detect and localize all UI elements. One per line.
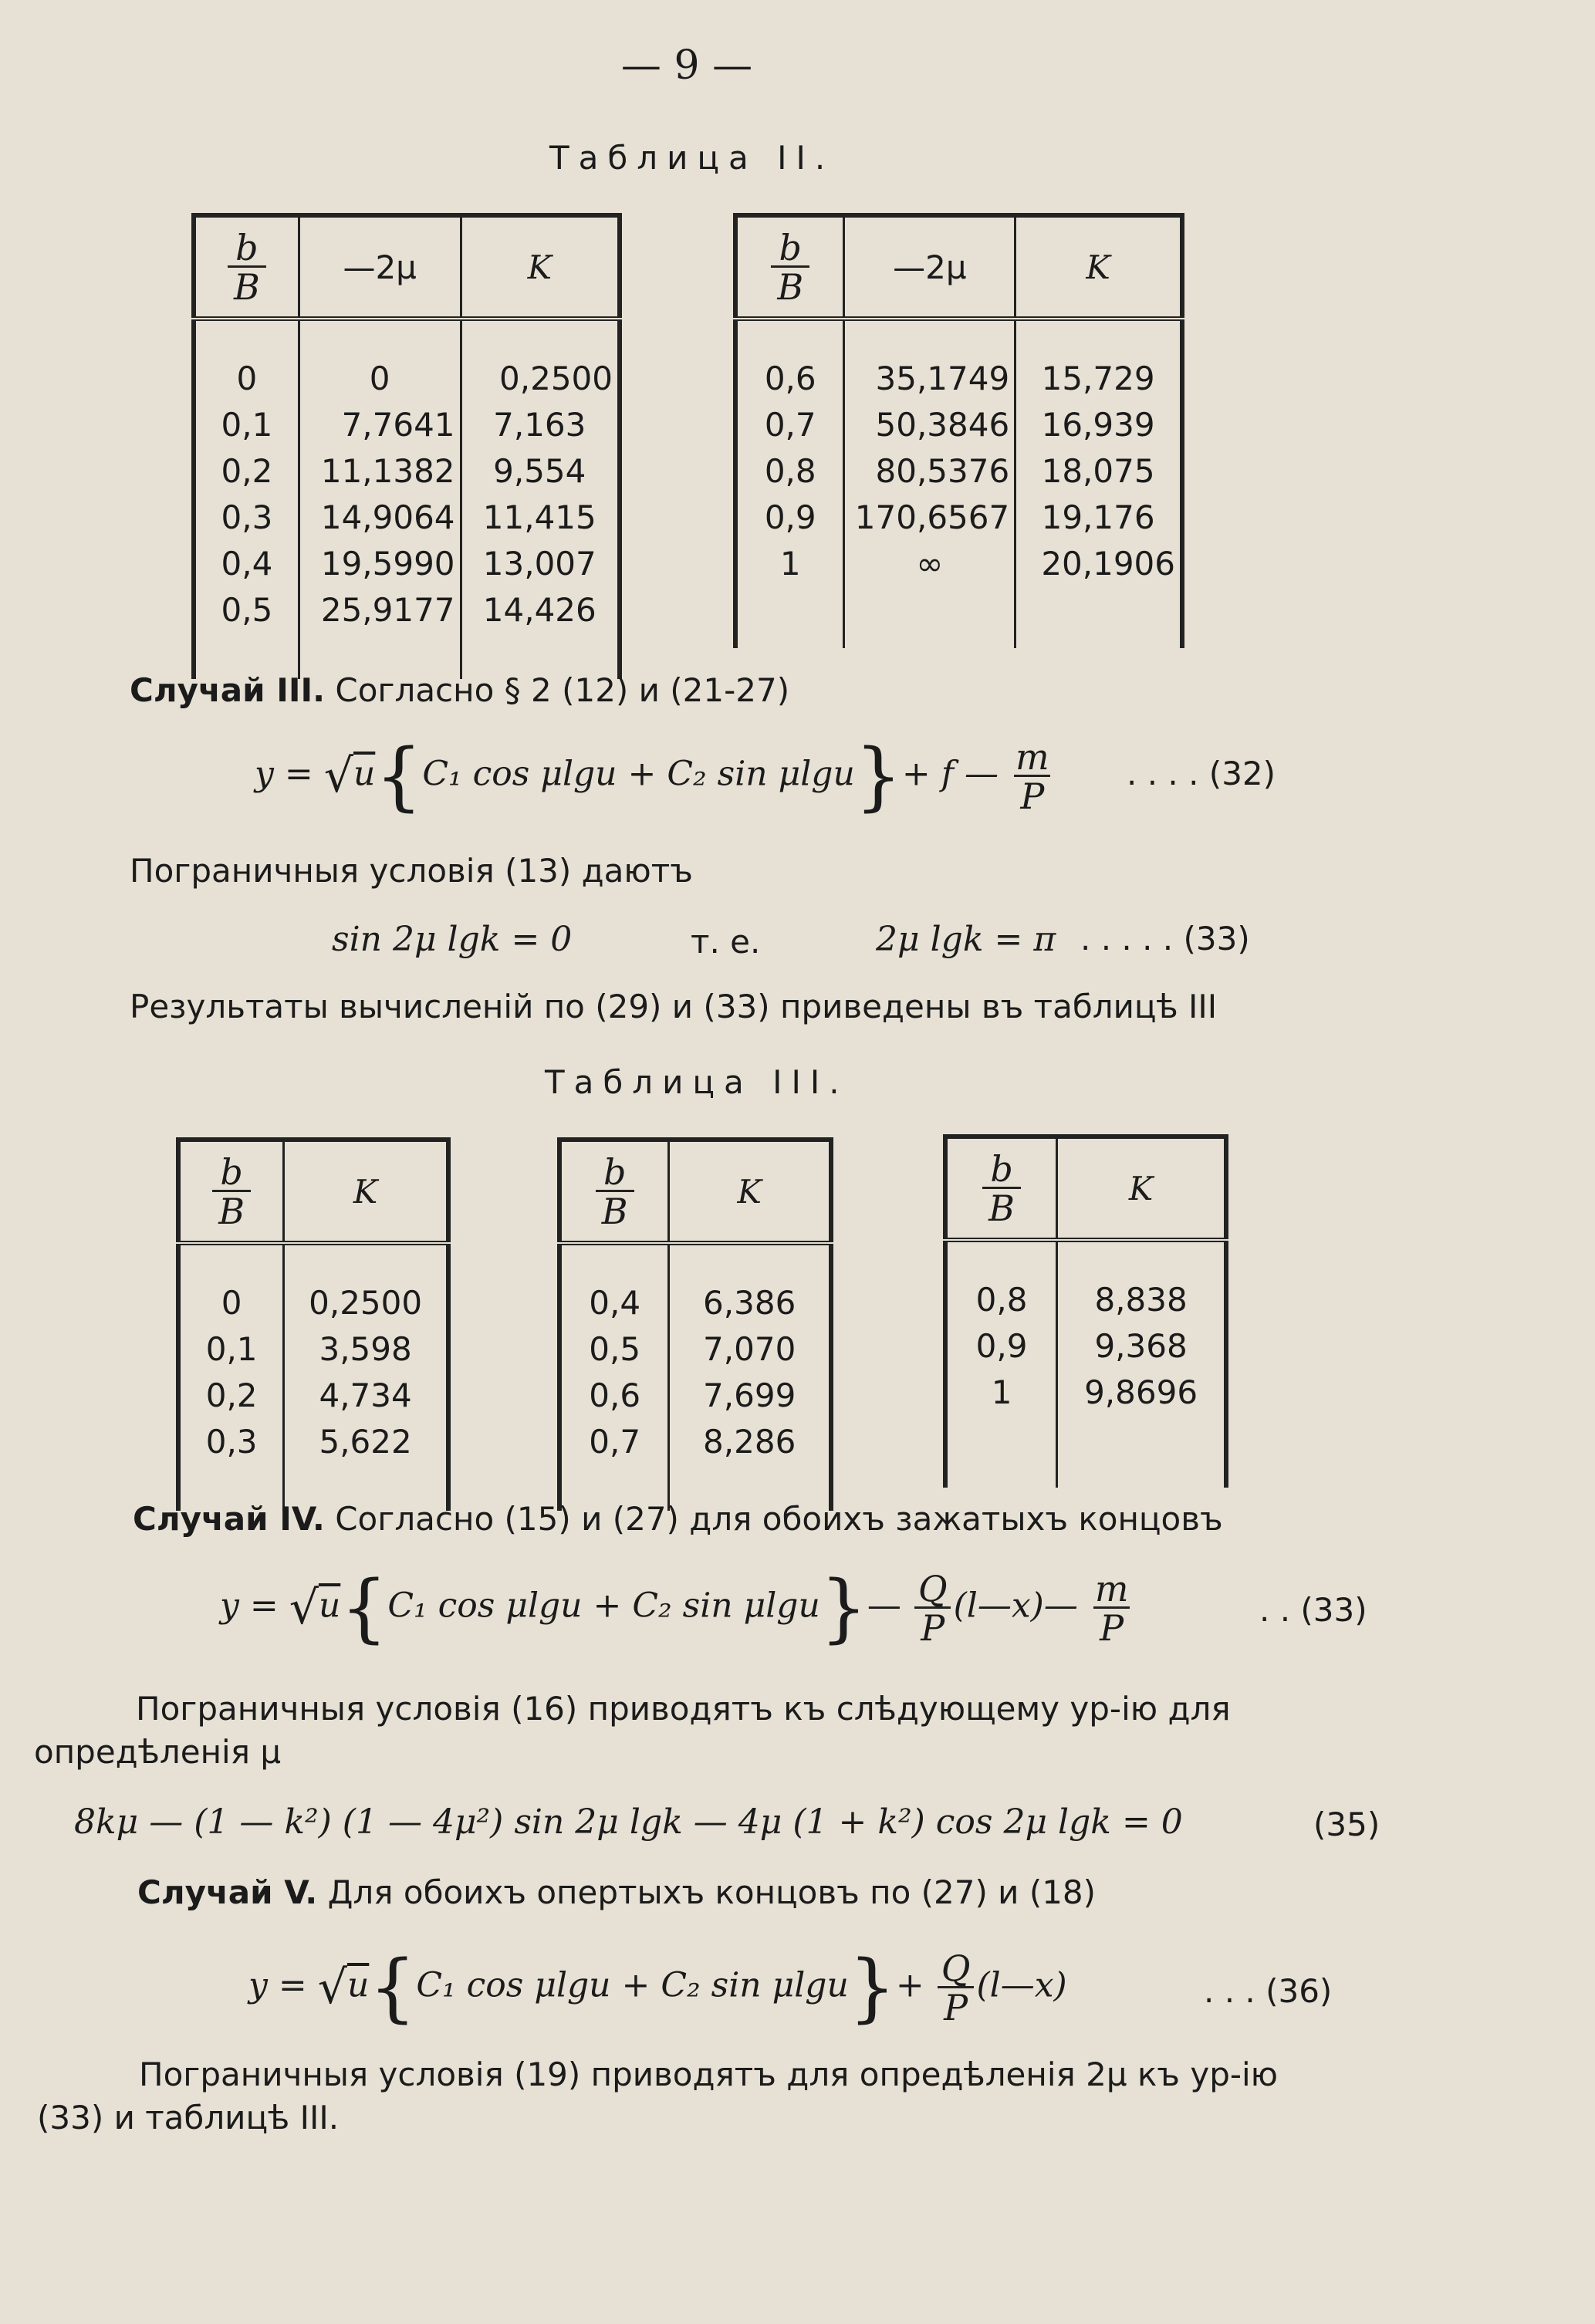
table-row: 0,8 80,5376 18,075 <box>735 448 1182 494</box>
equation-33a-mid: т. е. <box>691 923 761 961</box>
case3-label: Случай III. <box>130 671 326 709</box>
k-header: K <box>1015 215 1182 319</box>
table2-left <box>191 213 622 679</box>
table-row: 0,2 4,734 <box>178 1372 448 1418</box>
case3-boundary: Пограничныя условія (13) даютъ <box>130 852 693 890</box>
equation-36-number: . . . (36) <box>1204 1972 1333 2010</box>
table-row: 0,1 7,7641 7,163 <box>194 401 620 448</box>
table-row: 0,9 9,368 <box>945 1322 1226 1369</box>
page-number: — 9 — <box>620 42 753 89</box>
mu-header: —2μ <box>299 215 461 319</box>
case5-boundary-line2: (33) и таблицѣ III. <box>37 2099 340 2137</box>
ratio-header: $\frac{b}{B}$ <box>559 1140 669 1243</box>
case4-line <box>133 1500 1223 1538</box>
table-row: 0,9 170,6567 19,176 <box>735 494 1182 540</box>
mu-header: —2μ <box>844 215 1015 319</box>
k-header: K <box>669 1140 831 1243</box>
k-header: K <box>1057 1137 1226 1240</box>
table-row: 1 9,8696 <box>945 1369 1226 1415</box>
table-row: 0,6 7,699 <box>559 1372 831 1418</box>
ratio-header: $\frac{b}{B}$ <box>178 1140 284 1243</box>
table3-caption: Таблица III. <box>545 1063 849 1101</box>
case3-results: Результаты вычисленій по (29) и (33) приведены въ таблицѣ III <box>130 988 1218 1025</box>
table-row: 0,7 50,3846 16,939 <box>735 401 1182 448</box>
table-row: 0 0,2500 <box>178 1279 448 1326</box>
equation-33b: y = √u{C₁ cos μlgu + C₂ sin μlgu}— $\frac{Q}{P}$ (l—x)— $\frac{m}{P}$ <box>220 1565 1129 1651</box>
table-row: 0,4 6,386 <box>559 1279 831 1326</box>
equation-35-number: (35) <box>1313 1805 1380 1843</box>
table-row: 0,2 11,1382 9,554 <box>194 448 620 494</box>
case5-line <box>137 1873 1096 1911</box>
equation-32-number: . . . . (32) <box>1127 755 1276 792</box>
table-row: 0,7 8,286 <box>559 1418 831 1464</box>
equation-36: y = √u{C₁ cos μlgu + C₂ sin μlgu}+ $\frac{Q}{P}$ (l—x) <box>248 1944 1067 2031</box>
case4-boundary-line2: опредѣленія μ <box>34 1733 282 1771</box>
table-row: 0,5 7,070 <box>559 1326 831 1372</box>
table-row: 0,6 35,1749 15,729 <box>735 355 1182 401</box>
case4-text: Согласно (15) и (27) для обоихъ зажатыхъ концовъ <box>335 1500 1223 1538</box>
case5-label: Случай V. <box>137 1873 318 1911</box>
table3-third <box>943 1134 1228 1488</box>
k-header: K <box>284 1140 448 1243</box>
equation-33a-right: 2μ lgk = π <box>876 920 1056 959</box>
equation-35: 8kμ — (1 — k²) (1 — 4μ²) sin 2μ lgk — 4μ (1 + k²) cos 2μ lgk = 0 <box>74 1802 1183 1842</box>
equation-33a-number: . . . . . (33) <box>1080 920 1250 958</box>
table3-second <box>557 1137 833 1511</box>
case4-label: Случай IV. <box>133 1500 325 1538</box>
k-header: K <box>461 215 620 319</box>
table-row: 0,3 14,9064 11,415 <box>194 494 620 540</box>
ratio-header: $\frac{b}{B}$ <box>735 215 844 319</box>
table-row: 0,3 5,622 <box>178 1418 448 1464</box>
case3-text: Согласно § 2 (12) и (21-27) <box>335 671 790 709</box>
table2-caption: Таблица II. <box>549 139 835 177</box>
ratio-header: $\frac{b}{B}$ <box>945 1137 1057 1240</box>
ratio-header: $\frac{b}{B}$ <box>194 215 299 319</box>
table2-right <box>733 213 1184 648</box>
case4-boundary-line1: Пограничныя условія (16) приводятъ къ слѣдующему ур-ію для <box>136 1690 1231 1728</box>
case3-line <box>130 671 789 709</box>
table-row: 0 0 0,2500 <box>194 355 620 401</box>
case5-text: Для обоихъ опертыхъ концовъ по (27) и (18) <box>327 1873 1097 1911</box>
table-row: 0,5 25,9177 14,426 <box>194 586 620 633</box>
equation-33a-left: sin 2μ lgk = 0 <box>332 920 573 959</box>
case5-boundary-line1: Пограничныя условія (19) приводятъ для опредѣленія 2μ къ ур-ію <box>139 2055 1279 2093</box>
table3-first <box>176 1137 451 1511</box>
table-row: 0,1 3,598 <box>178 1326 448 1372</box>
table-row: 1 ∞ 20,1906 <box>735 540 1182 586</box>
table-row: 0,4 19,5990 13,007 <box>194 540 620 586</box>
table-row: 0,8 8,838 <box>945 1276 1226 1322</box>
equation-32: y = √u{C₁ cos μlgu + C₂ sin μlgu}+ f — $\frac{m}{P}$ <box>255 733 1049 819</box>
equation-33b-number: . . (33) <box>1259 1591 1367 1629</box>
